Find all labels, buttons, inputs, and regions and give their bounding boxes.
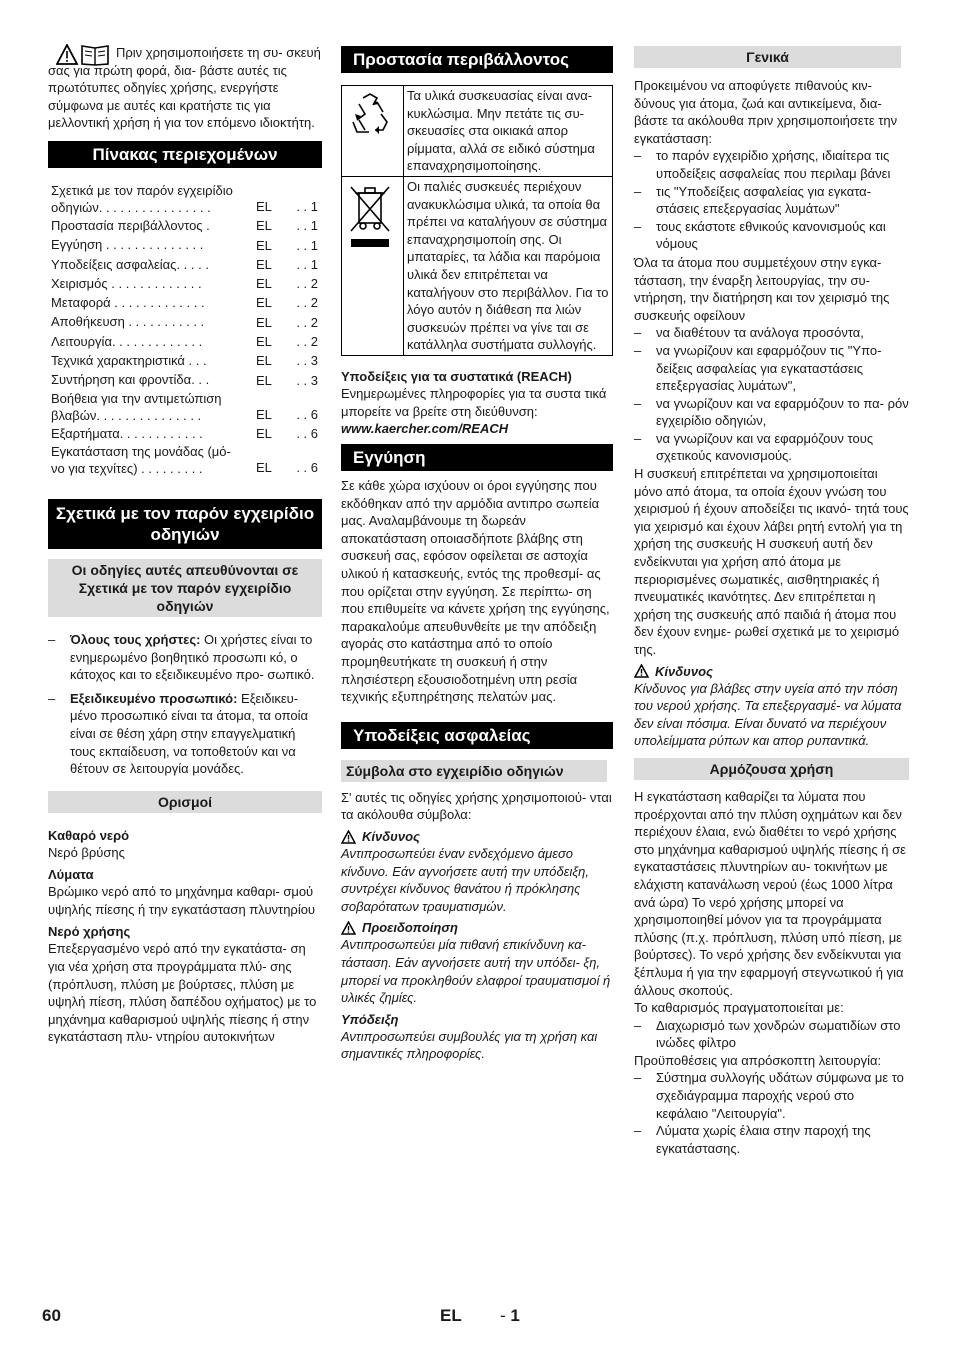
column-2 [341,0,613,1063]
symbols-heading: Σύμβολα στο εγχειρίδιο οδηγιών [341,760,607,782]
toc-title: Εγγύηση . . . . . . . . . . . . . . [51,237,204,253]
danger-label-row [341,828,613,845]
toc-page: . . 1 [296,218,318,234]
danger-label-row-2 [634,663,909,680]
toc-title: Συντήρηση και φροντίδα. . . [51,372,210,388]
persons-list [634,324,909,465]
danger-icon [341,830,356,844]
note-label: Υπόδειξη [341,1011,399,1027]
list-item: – το παρόν εγχειρίδιο χρήσης, ιδιαίτερα τις υποδείξεις ασφαλείας που περιλαμ βάνει [634,147,909,182]
toc-row[interactable] [51,351,322,370]
preconditions-intro: Προϋποθέσεις για απρόσκοπτη λειτουργία: [634,1052,882,1068]
toc-title: Χειρισμός . . . . . . . . . . . . . [51,275,202,291]
footer-subpage-number: 1 [510,1306,520,1325]
def-1-text: Νερό βρύσης [48,844,125,860]
warning-text: Αντιπροσωπεύει μία πιθανή επικίνδυνη κα- τάσταση. Εάν αγνοήσετε αυτή την υπόδει- ξη, μπορεί να προκληθούν ελαφροί τραυματισμοί ή υλικές ζημίες. [341,937,611,1006]
toc-title: Προστασία περιβάλλοντος . [51,217,210,233]
toc-lang: EL [256,276,272,292]
symbols-intro: Σ' αυτές τις οδηγίες χρήσης χρησιμοποιού- νται τα ακόλουθα σύμβολα: [341,789,612,823]
list-item: – τους εκάστοτε εθνικούς κανονισμούς και νόμους [634,218,909,253]
toc-title: Τεχνικά χαρακτηριστικά . . . [51,353,207,369]
cleaning-intro: Το καθαρισμός πραγματοποιείται με: [634,1000,844,1016]
warranty-text: Σε κάθε χώρα ισχύουν οι όροι εγγύησης που εκδόθηκαν από την αρμόδια αντιπρο σωπεία μας. Αναλαμβάνουμε τη δωρεάν αποκατάσταση οποιασδήποτε βλάβης στη συσκευή σας, εφόσον οφείλεται σε αστοχία υλικού ή κατασκευής, εντός της προθεσμί- ας που ορίζεται στην εγγύηση. Σε περίπτω- ση που επιθυμείτε να κάνετε χρήση της εγγύησης, παρακαλούμε απευθυνθείτε με την απόδειξη αγοράς στο κατάστημα από το οποίο προμηθευτήκατε τη συσκευή ή στην πλησιέστερη εξουσιοδοτημένη υπη ρεσία τεχνικής εξυπηρέτησης πελατών μας. [341,478,610,705]
toc-title: Αποθήκευση . . . . . . . . . . . [51,314,205,330]
warning-label-row [341,919,613,936]
cleaning-list [634,1017,909,1052]
toc-lang: EL [256,334,272,350]
proper-use-text: Η εγκατάσταση καθαρίζει τα λύματα που προέρχονται από την πλύση οχημάτων και δεν περιέχουν έλαια, ενώ διαθέτει το νερό χρήσης στο μηχάνημα καθαρισμού υψηλής πίεσης ή σε εγκαταστάσεις πλυντηρίων αυ- τοκινήτων με ελάχιστη κατανάλωση νερού (έως 1000 λίτρα ανά ώρα) Το νερό χρήσης μπορεί να χρησιμοποιηθεί μόνον για τα προγράμματα πλύσης (π.χ. πρόπλυση, πλύση υπό πίεση, με βούρτσες). Το νερό χρήσης δεν ενδείκνυται για ξέπλυμα ή για την εφαρμογή στεγνωτικού ή για άλλους σκοπούς. [634,788,906,998]
def-3-title: Νερό χρήσης [48,924,131,940]
note-text: Αντιπροσωπεύει συμβουλές για τη χρήση και σημαντικές πληροφορίες. [341,1028,598,1062]
audience-list [48,631,322,778]
warning-icon [341,921,356,935]
toc-row[interactable] [51,443,322,477]
table-row [342,86,613,177]
preconditions-list [634,1069,909,1157]
list-item: – Λύματα χωρίς έλαια στην παροχή της εγκατάστασης. [634,1122,909,1157]
toc-page: . . 2 [296,295,318,311]
footer-subpage [500,1306,520,1326]
danger-icon [634,664,649,678]
toc-lang: EL [256,314,272,330]
toc-title: Λειτουργία. . . . . . . . . . . . . [51,333,203,349]
audience-1-label: Όλους τους χρήστες: [70,631,201,647]
toc-row[interactable] [51,390,322,424]
toc-page: . . 2 [296,334,318,350]
danger-text: Αντιπροσωπεύει έναν ενδεχόμενο άμεσο κίνδυνο. Εάν αγνοήσετε αυτή την υπόδειξη, συντρέχει κίνδυνος θανάτου ή πρόκλησης σοβαρότατων τραυματισμών. [341,846,590,914]
environment-heading: Προστασία περιβάλλοντος [341,46,613,73]
toc-page: . . 2 [296,314,318,330]
toc-row[interactable] [51,332,322,351]
manual-heading: Σχετικά με τον παρόν εγχειρίδιο οδηγιών [48,499,322,549]
toc-page: . . 3 [296,353,318,369]
old-devices-text: Οι παλιές συσκευές περιέχουν ανακυκλώσιμα υλικά, τα οποία θα πρέπει να καταλήγουν σε σύστημα επαναχρησιμοποίη σης. Οι μπαταρίες, τα λάδια και παρόμοια υλικά δεν επιτρέπεται να καταλήγουν στο περιβάλλον. Για το λόγο αυτόν η διάθεση πα λιών συσκευών πρέπει να γίνε ται σε κατάλληλα συστήματα συλλογής. [404,176,613,355]
toc-page: . . 1 [296,237,318,253]
toc-page: . . 1 [296,198,318,214]
definitions-heading: Ορισμοί [48,791,322,813]
toc-page: . . 6 [296,406,318,422]
toc-title: Σχετικά με τον παρόν εγχειρίδιο οδηγιών. . . . . . . . . . . . . . . . [51,182,233,215]
warning-label: Προειδοποίηση [362,920,458,936]
list-item: – να διαθέτουν τα ανάλογα προσόντα, [634,324,909,342]
list-item: – Σύστημα συλλογής υδάτων σύμφωνα με το σχεδιάγραμμα παροχής νερού στο κεφάλαιο "Λειτουργία". [634,1069,909,1122]
toc-row[interactable] [51,255,322,274]
toc-page: . . 2 [296,276,318,292]
proper-use-heading: Αρμόζουσα χρήση [634,758,909,780]
persons-intro: Όλα τα άτομα που συμμετέχουν στην εγκα- τάσταση, την έναρξη λειτουργίας, την συ- ντήρηση, την διατήρηση και τον χειρισμό της συσκευής οφείλουν [634,254,890,323]
reach-link[interactable]: www.kaercher.com/REACH [341,421,509,437]
toc-heading: Πίνακας περιεχομένων [48,141,322,168]
column-1 [48,0,322,1046]
toc-lang: EL [256,198,272,214]
toc-title: Βοήθεια για την αντιμετώπιση βλαβών. . . . . . . . . . . . . . . [51,390,222,423]
toc-title: Εξαρτήματα. . . . . . . . . . . . [51,425,203,441]
table-row [342,176,613,355]
toc-page: . . 6 [296,425,318,441]
column-3 [634,0,909,1157]
safety-heading: Υποδείξεις ασφαλείας [341,722,613,749]
toc-lang: EL [256,353,272,369]
audience-heading: Οι οδηγίες αυτές απευθύνονται σε Σχετικά με τον παρόν εγχειρίδιο οδηγιών [48,559,322,617]
footer-subpage-prefix: - [500,1306,511,1325]
toc-lang: EL [256,218,272,234]
list-item [48,631,322,684]
intro-text: Πριν χρησιμοποιήσετε τη συ- σκευή σας για πρώτη φορά, δια- βάστε αυτές τις πρωτότυπες οδηγίες χρήσης, ενεργήστε σύμφωνα με αυτές και κρατήστε τις για μελλοντική χρήση ή για τον επόμενο ιδιοκτήτη. [48,45,321,131]
list-item: – να γνωρίζουν και να εφαρμόζουν το πα- ρόν εγχειρίδιο οδηγιών, [634,395,909,430]
general-intro: Προκειμένου να αποφύγετε πιθανούς κιν- δύνους για άτομα, ζωά και αντικείμενα, δια- βάστε τα ακόλουθα πριν χρησιμοποιήσετε την εγκατάσταση: [634,78,898,146]
intro-block [48,44,322,132]
def-2-text: Βρώμικο νερό από το μηχάνημα καθαρι- σμού υψηλής πίεσης ή την εγκατάσταση πλυντηρίου [48,884,316,917]
toc-lang: EL [256,459,272,475]
toc-lang: EL [256,425,272,441]
list-item [48,690,322,778]
environment-table [341,85,613,356]
general-heading: Γενικά [634,46,901,68]
audience-2-label: Εξειδικευμένο προσωπικό: [70,690,238,706]
toc-title: Μεταφορά . . . . . . . . . . . . . [51,295,205,311]
warning-manual-icon [56,44,112,66]
toc-title: Εγκατάσταση της μονάδας (μό- νο για τεχνίτες) . . . . . . . . . [51,443,231,476]
def-3-text: Επεξεργασμένο νερό από την εγκατάστα- ση για νέα χρήση στα προγράμματα πλύ- σης (πρόπλυση, πλύση με βούρτσες, πλύση με υψηλή πίεση, πλύση δαπέδου οχήματος) με το μηχάνημα καθαρισμού υψηλής πίεσης ή στην εγκατάσταση πλυ- ντηρίου αυτοκινήτων [48,941,317,1045]
toc-row[interactable] [51,312,322,331]
toc-lang: EL [256,256,272,272]
toc-row[interactable] [51,370,322,389]
def-1-title: Καθαρό νερό [48,827,130,843]
page-number: 60 [42,1306,61,1325]
crossed-bin-icon [345,181,395,261]
danger-text-2: Κίνδυνος για βλάβες στην υγεία από την πόση του νερού χρήσης. Τα επεξεργασμέ- να λύματα δεν είναι πόσιμα. Είναι δυνατό να περιέχουν υπολείμματα ρύπων και απορ ρυπαντικά. [634,680,902,749]
general-list [634,147,909,253]
table-of-contents [48,182,322,477]
toc-row[interactable] [51,235,322,254]
list-item: – τις "Υποδείξεις ασφαλείας για εγκατα- στάσεις επεξεργασίας λυμάτων" [634,183,909,218]
use-text: Η συσκευή επιτρέπεται να χρησιμοποιείται μόνο από άτομα, τα οποία έχουν γνώση του χειρισμού ή έχουν αποδείξει τις ικανό- τητά τους για χειρισμό και έχουν λάβει ρητή εντολή για τη χρήση της συσκευής Η συσκευή αυτή δεν ενδείκνυται για χρήση από άτομα με περιορισμένες σωματικές, αισθητηριακές ή πνευματικές ικανότητες. Δεν επιτρέπεται η χρήση της συσκευής από παιδιά ή άτομα που δεν έχουν ενημε- ρωθεί σχετικά με το χειρισμό της. [634,466,909,657]
list-item: – να γνωρίζουν και να εφαρμόζουν τους σχετικούς κανονισμούς. [634,430,909,465]
danger-label-2: Κίνδυνος [655,663,713,679]
toc-row[interactable] [51,216,322,235]
packaging-text: Τα υλικά συσκευασίας είναι ανα- κυκλώσιμα. Μην πετάτε τις συ- σκευασίες στα οικιακά απορ ρίμματα, αλλά σε ειδικό σύστημα επαναχρησιμοποίησης. [404,86,613,177]
toc-lang: EL [256,406,272,422]
toc-row[interactable] [51,424,322,443]
toc-lang: EL [256,237,272,253]
toc-lang: EL [256,295,272,311]
toc-page: . . 6 [296,459,318,475]
weee-cell [342,176,404,355]
toc-lang: EL [256,372,272,388]
list-item: – να γνωρίζουν και εφαρμόζουν τις "Υπο- δείξεις ασφαλείας για εγκαταστάσεις επεξεργασίας λυμάτων", [634,342,909,395]
toc-row[interactable] [51,274,322,293]
reach-title: Υποδείξεις για τα συστατικά (REACH) [341,368,572,384]
warranty-heading: Εγγύηση [341,444,613,471]
toc-row[interactable] [51,182,322,216]
recycle-cell [342,86,404,177]
reach-text: Ενημερωμένες πληροφορίες για τα συστα τικά μπορείτε να βρείτε στη διεύθυνση: [341,385,607,419]
list-item: – Διαχωρισμό των χονδρών σωματιδίων στο ινώδες φίλτρο [634,1017,909,1052]
danger-label: Κίνδυνος [362,829,420,844]
footer-language: EL [440,1306,462,1325]
toc-row[interactable] [51,293,322,312]
audience-2-text: Εξειδικευ- μένο προσωπικό είναι τα άτομα, τα οποία είναι σε θέση χάρη στην επαγγελματική τους εκπαίδευση, να τοποθετούν και να θέτουν σε λειτουργία μονάδες. [70,690,308,777]
audience-1-text: Οι χρήστες είναι το ενημερωμένο βοηθητικό προσωπι κό, ο κάτοχος και το εξειδικευμένο προ- σωπικό. [70,631,315,683]
toc-page: . . 3 [296,372,318,388]
recycle-icon [345,90,395,140]
toc-page: . . 1 [296,256,318,272]
def-2-title: Λύματα [48,867,94,883]
toc-title: Υποδείξεις ασφαλείας. . . . . [51,256,209,272]
